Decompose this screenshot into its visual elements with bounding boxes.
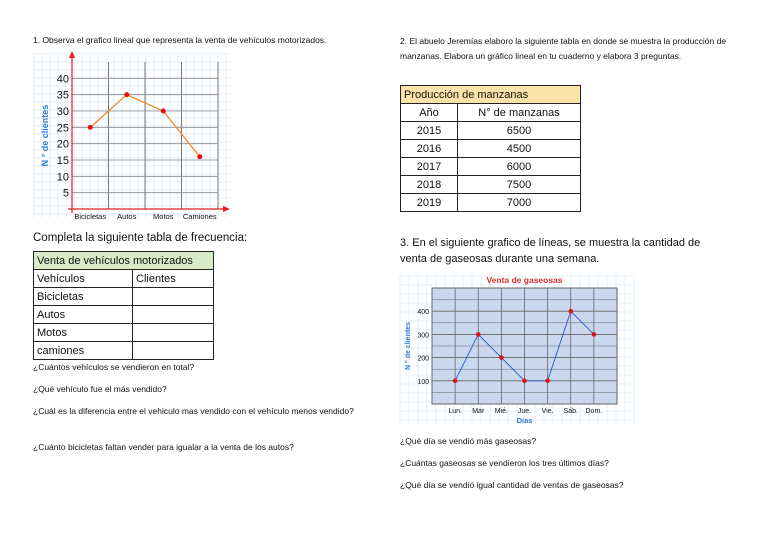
frequency-table <box>33 251 214 360</box>
year-cell: 2019 <box>401 194 458 212</box>
x-tick-label: Jue. <box>517 408 532 415</box>
frequency-header-vehicles: Vehículos <box>34 270 133 288</box>
apples-header-year: Año <box>401 104 458 122</box>
frequency-header-clients: Clientes <box>133 270 214 288</box>
clients-cell[interactable] <box>133 306 214 324</box>
data-point <box>161 109 166 114</box>
question-1-3: ¿Cuál es la diferencia entre el vehiculo mas vendido con el vehículo menos vendido? <box>33 406 354 416</box>
y-tick-label: 25 <box>56 122 69 135</box>
y-tick-label: 20 <box>56 138 69 151</box>
x-tick-label: Mar <box>472 408 485 415</box>
data-point <box>522 379 527 384</box>
table-row <box>34 306 214 324</box>
apples-header-count: N° de manzanas <box>458 104 581 122</box>
year-cell: 2017 <box>401 158 458 176</box>
x-tick-label: Vie. <box>541 408 554 415</box>
data-point <box>197 154 202 159</box>
table-row <box>401 194 581 212</box>
table-row <box>401 140 581 158</box>
vehicle-cell: camiones <box>34 342 133 360</box>
count-cell: 6000 <box>458 158 581 176</box>
instruction-1: 1. Observa el grafico lineal que representa la venta de vehículos motorizados. <box>33 35 327 45</box>
frequency-table-title: Venta de vehículos motorizados <box>34 252 214 270</box>
clients-cell[interactable] <box>133 342 214 360</box>
y-axis-label: N ° de clientes <box>405 322 412 370</box>
clients-cell[interactable] <box>133 324 214 342</box>
y-axis-label: N ° de clientes <box>40 104 50 167</box>
year-cell: 2016 <box>401 140 458 158</box>
data-point <box>124 92 129 97</box>
data-point <box>476 332 481 337</box>
x-axis-label: Días <box>516 416 533 425</box>
y-tick-label: 30 <box>56 106 69 118</box>
y-tick-label: 35 <box>56 89 69 102</box>
vehicles-line-chart <box>30 50 235 222</box>
apples-table-title: Producción de manzanas <box>401 86 581 104</box>
question-1-1: ¿Cuántos vehículos se vendieron en total? <box>33 362 195 372</box>
complete-table-prompt: Completa la siguiente tabla de frecuencia: <box>33 232 248 244</box>
table-row <box>34 324 214 342</box>
instruction-3: 3. En el siguiente grafico de líneas, se muestra la cantidad de venta de gaseosas durante una semana. <box>400 237 701 265</box>
question-1-4: ¿Cuánto bicicletas faltan vender para igualar a la venta de los autos? <box>33 442 294 452</box>
x-tick-label: Sáb. <box>563 408 578 415</box>
data-point <box>88 125 93 130</box>
table-row <box>34 288 214 306</box>
y-tick-label: 200 <box>417 355 429 363</box>
question-3-2: ¿Cuántas gaseosas se vendieron los tres últimos días? <box>400 458 609 468</box>
question-1-2: ¿Qué vehículo fue el más vendido? <box>33 384 167 394</box>
x-tick-label: Camiones <box>182 212 217 221</box>
table-row <box>34 342 214 360</box>
question-3-1: ¿Qué día se vendió más gaseosas? <box>400 436 537 446</box>
apples-table <box>400 85 581 212</box>
data-point <box>453 379 458 384</box>
y-tick-label: 5 <box>62 187 69 200</box>
x-tick-label: Dom. <box>585 408 603 415</box>
chart-title: Venta de gaseosas <box>486 275 563 285</box>
x-tick-label: Autos <box>117 212 137 221</box>
y-tick-label: 40 <box>56 73 69 86</box>
clients-cell[interactable] <box>133 288 214 306</box>
x-tick-label: Lun. <box>448 408 462 415</box>
x-tick-label: Mié. <box>494 408 508 415</box>
data-point <box>545 379 550 384</box>
data-point <box>499 355 504 360</box>
y-tick-label: 10 <box>56 171 69 184</box>
table-row <box>401 176 581 194</box>
year-cell: 2015 <box>401 122 458 140</box>
count-cell: 6500 <box>458 122 581 140</box>
x-axis-arrow <box>223 206 230 212</box>
count-cell: 4500 <box>458 140 581 158</box>
y-tick-label: 100 <box>417 378 429 386</box>
vehicle-cell: Autos <box>34 306 133 324</box>
data-point <box>568 309 573 314</box>
vehicle-cell: Bicicletas <box>34 288 133 306</box>
soda-line-chart <box>398 270 636 430</box>
x-tick-label: Motos <box>153 212 174 221</box>
data-point <box>592 332 597 337</box>
count-cell: 7000 <box>458 194 581 212</box>
vehicle-cell: Motos <box>34 324 133 342</box>
count-cell: 7500 <box>458 176 581 194</box>
table-row <box>401 122 581 140</box>
y-tick-label: 400 <box>417 309 429 317</box>
table-row <box>401 158 581 176</box>
instruction-2: 2. El abuelo Jeremías elaboro la siguiente tabla en donde se muestra la producción de manzanas. Elabora un gráfico lineal en tu cuaderno y elabora 3 preguntas. <box>400 36 727 61</box>
y-tick-label: 300 <box>417 332 429 340</box>
year-cell: 2018 <box>401 176 458 194</box>
x-tick-label: Bicicletas <box>74 212 107 221</box>
question-3-3: ¿Qué día se vendió igual cantidad de ventas de gaseosas? <box>400 480 624 490</box>
y-tick-label: 15 <box>56 155 69 167</box>
